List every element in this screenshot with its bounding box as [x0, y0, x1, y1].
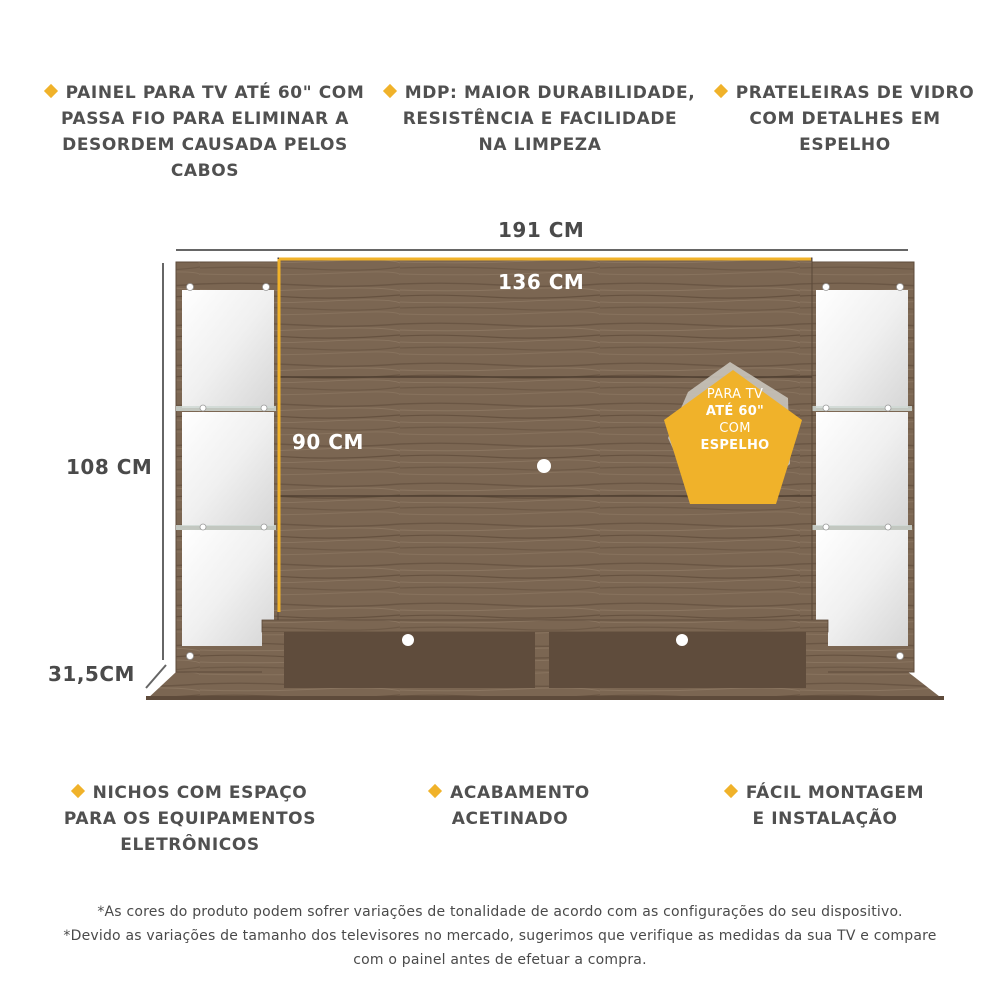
feature-line: NA LIMPEZA: [478, 135, 602, 155]
feature-line: RESISTÊNCIA E FACILIDADE: [402, 109, 678, 129]
feature-line: ESPELHO: [799, 135, 891, 155]
feature-line: DESORDEM CAUSADA PELOS CABOS: [62, 135, 348, 181]
feature-line: PARA OS EQUIPAMENTOS: [63, 809, 317, 829]
feature-line: ACABAMENTO: [450, 783, 590, 803]
badge-line: COM: [719, 421, 751, 436]
diamond-bullet-icon: [428, 784, 442, 798]
feature-assembly: [710, 780, 940, 832]
feature-line: NICHOS COM ESPAÇO: [92, 783, 308, 803]
badge-text: [668, 386, 802, 454]
feature-line: MDP: MAIOR DURABILIDADE,: [404, 83, 696, 103]
feature-niches: [40, 780, 340, 858]
left-mirror-3: [182, 530, 274, 646]
left-mirror-2: [182, 412, 274, 526]
feature-line: COM DETALHES EM: [749, 109, 941, 129]
feature-line: ELETRÔNICOS: [120, 835, 260, 855]
badge-line-bold: ATÉ 60": [705, 404, 765, 419]
rack-cable-hole-icon: [402, 634, 414, 646]
cable-hole-icon: [537, 459, 551, 473]
panel-width-label: 136 CM: [498, 270, 585, 294]
feature-line: ACETINADO: [451, 809, 569, 829]
badge-line: PARA TV: [706, 387, 764, 402]
total-width-label: 191 CM: [498, 218, 585, 242]
right-mirror-2: [816, 412, 908, 526]
left-mirror-1: [182, 290, 274, 408]
feature-line: E INSTALAÇÃO: [752, 809, 898, 829]
feature-line: PASSA FIO PARA ELIMINAR A: [61, 109, 349, 129]
badge-line-bold: ESPELHO: [700, 438, 770, 453]
feature-finish: [410, 780, 610, 832]
disclaimer-line: *As cores do produto podem sofrer variações de tonalidade de acordo com as configurações do seu dispositivo.: [97, 904, 903, 920]
disclaimer-line: *Devido as variações de tamanho dos televisores no mercado, sugerimos que verifique as medidas da sua TV e compare: [63, 928, 937, 944]
feature-line: FÁCIL MONTAGEM: [745, 783, 925, 803]
disclaimer-line: com o painel antes de efetuar a compra.: [353, 952, 647, 968]
total-height-label: 108 CM: [66, 455, 153, 479]
disclaimer: [20, 900, 980, 972]
rack-cable-hole-icon: [676, 634, 688, 646]
panel-height-label: 90 CM: [292, 430, 364, 454]
diamond-bullet-icon: [724, 784, 738, 798]
feature-line: PAINEL PARA TV ATÉ 60" COM: [65, 83, 365, 103]
right-mirror-3: [816, 530, 908, 646]
diamond-bullet-icon: [71, 784, 85, 798]
feature-line: PRATELEIRAS DE VIDRO: [735, 83, 975, 103]
right-mirror-1: [816, 290, 908, 408]
depth-label: 31,5CM: [48, 662, 135, 686]
rack-top: [262, 620, 828, 632]
